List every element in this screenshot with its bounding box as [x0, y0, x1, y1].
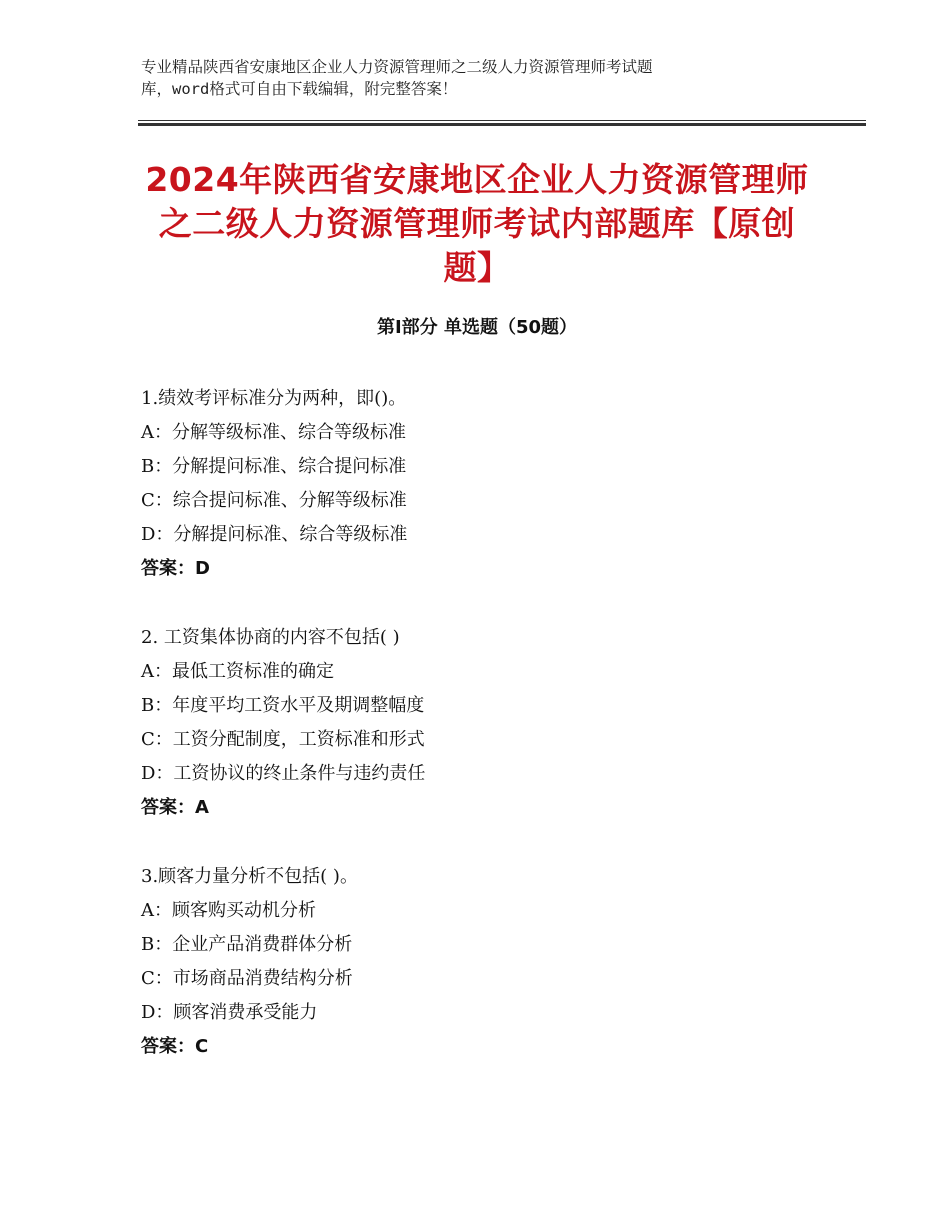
option-b: B：年度平均工资水平及期调整幅度	[141, 695, 425, 716]
section-heading: 第Ⅰ部分 单选题（50题）	[376, 317, 577, 338]
option-d: D：分解提问标准、综合等级标准	[141, 524, 408, 545]
title-line: 题】	[443, 248, 511, 287]
question-stem: 1.绩效考评标准分为两种，即()。	[141, 388, 407, 409]
header-note-line: 库，word格式可自由下载编辑，附完整答案！	[141, 80, 458, 98]
divider-thick-line	[138, 123, 866, 126]
option-d: D：顾客消费承受能力	[141, 1002, 318, 1023]
option-b: B：企业产品消费群体分析	[141, 934, 353, 955]
question-item	[141, 621, 821, 825]
answer: 答案：C	[141, 1036, 209, 1057]
question-stem: 2. 工资集体协商的内容不包括( )	[141, 627, 400, 648]
title-line: 之二级人力资源管理师考试内部题库【原创	[158, 204, 796, 243]
option-c: C：工资分配制度，工资标准和形式	[141, 729, 425, 750]
divider-thin-line	[138, 120, 866, 121]
question-stem: 3.顾客力量分析不包括( )。	[141, 866, 358, 887]
question-item	[141, 382, 821, 586]
header-note-line: 专业精品陕西省安康地区企业人力资源管理师之二级人力资源管理师考试题	[141, 58, 653, 76]
header-note	[141, 56, 781, 100]
option-a: A：分解等级标准、综合等级标准	[141, 422, 406, 443]
option-c: C：综合提问标准、分解等级标准	[141, 490, 407, 511]
option-a: A：最低工资标准的确定	[141, 661, 334, 682]
option-b: B：分解提问标准、综合提问标准	[141, 456, 407, 477]
answer: 答案：A	[141, 797, 209, 818]
title-line: 2024年陕西省安康地区企业人力资源管理师	[145, 160, 809, 199]
option-d: D：工资协议的终止条件与违约责任	[141, 763, 426, 784]
document-title	[138, 158, 816, 290]
question-item	[141, 860, 821, 1064]
option-c: C：市场商品消费结构分析	[141, 968, 353, 989]
option-a: A：顾客购买动机分析	[141, 900, 316, 921]
question-list	[141, 382, 821, 1099]
answer: 答案：D	[141, 558, 210, 579]
header-divider	[138, 120, 866, 126]
